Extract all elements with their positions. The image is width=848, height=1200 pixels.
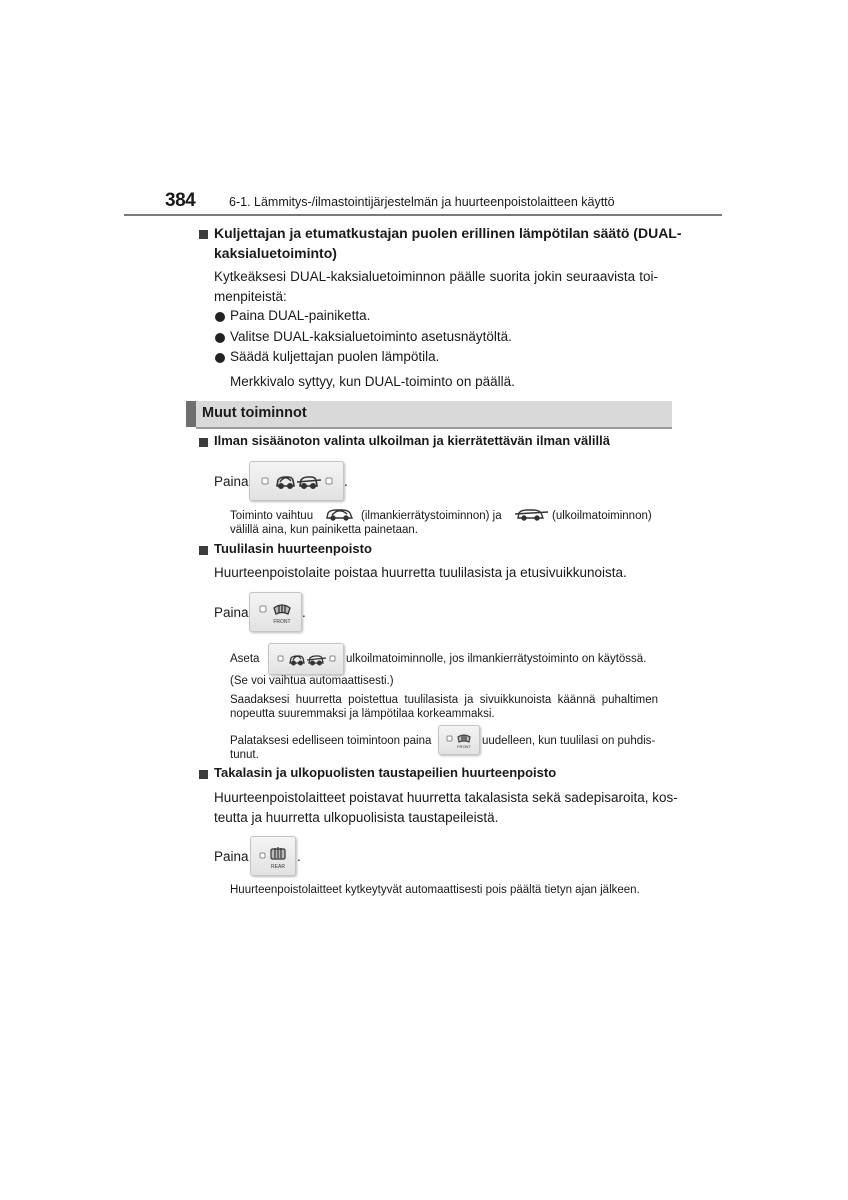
period: . — [344, 474, 348, 489]
windshield-set-b: ulkoilmatoiminnolle, jos ilmankierrätystoiminto on käytössä. — [346, 653, 647, 665]
windshield-text: Huurteenpoistolaite poistaa huurretta tuulilasista ja etusivuikkunoista. — [214, 565, 627, 580]
rear-defroster-icon — [271, 847, 285, 859]
dual-bullet-1: Paina DUAL-painiketta. — [230, 308, 371, 323]
intake-note-a: Toiminto vaihtuu — [230, 510, 314, 522]
dual-note: Merkkivalo syttyy, kun DUAL-toiminto on päällä. — [230, 374, 515, 389]
air-intake-button-small — [268, 643, 344, 675]
front-defroster-button — [249, 592, 302, 632]
recirculation-icon — [290, 656, 304, 665]
windshield-return-b: uudelleen, kun tuulilasi on puhdis- — [482, 735, 656, 747]
rear-press-label: Paina — [214, 849, 249, 864]
rear-text-line2: teutta ja huurretta ulkopuolisista taustapeileistä. — [214, 810, 499, 825]
section-title: Muut toiminnot — [202, 405, 307, 421]
outside-air-icon — [515, 506, 548, 522]
windshield-return-a: Palataksesi edelliseen toimintoon paina — [230, 735, 432, 747]
windshield-faster-line2: nopeutta suuremmaksi ja lämpötilaa korkeammaksi. — [230, 708, 495, 720]
page-number: 384 — [165, 190, 196, 211]
heading-bullet-square — [199, 438, 208, 447]
intake-press-label: Paina — [214, 474, 249, 489]
rear-text-line1: Huurteenpoistolaitteet poistavat huurretta takalasista sekä sadepisaroita, kos- — [214, 790, 678, 805]
indicator-light-icon — [260, 606, 266, 612]
front-defroster-button-small — [438, 725, 480, 755]
dual-bullet-3: Säädä kuljettajan puolen lämpötila. — [230, 349, 440, 364]
indicator-light-icon — [262, 478, 268, 484]
recirculation-icon — [324, 506, 357, 522]
front-label: FRONT — [273, 619, 291, 625]
windshield-auto: (Se voi vaihtua automaattisesti.) — [230, 675, 394, 687]
period: . — [297, 849, 301, 864]
bullet-dot — [215, 333, 225, 343]
windshield-set-a: Aseta — [230, 653, 260, 665]
dual-heading-line1: Kuljettajan ja etumatkustajan puolen erillinen lämpötilan säätö (DUAL- — [214, 225, 682, 241]
header-rule — [124, 214, 722, 216]
outside-air-icon — [307, 656, 326, 665]
heading-bullet-square — [199, 546, 208, 555]
rear-note: Huurteenpoistolaitteet kytkeytyvät automaattisesti pois päältä tietyn ajan jälkeen. — [230, 884, 640, 896]
intake-note-b: (ilmankierrätystoiminnon) ja — [361, 510, 502, 522]
windshield-heading: Tuulilasin huurteenpoisto — [214, 541, 372, 556]
dual-intro-line1: Kytkeäksesi DUAL-kaksialuetoiminnon päälle suorita jokin seuraavista toi- — [214, 269, 658, 284]
front-label: FRONT — [457, 744, 471, 749]
rear-label: REAR — [271, 864, 285, 870]
period: . — [302, 605, 306, 620]
heading-bullet-square — [199, 230, 208, 239]
section-title-bar — [186, 401, 672, 427]
indicator-light-icon — [260, 853, 265, 858]
intake-note-line2: välillä aina, kun painiketta painetaan. — [230, 524, 418, 536]
chapter-header: 6-1. Lämmitys-/ilmastointijärjestelmän ja huurteenpoistolaitteen käyttö — [229, 195, 615, 209]
bullet-dot — [215, 312, 225, 322]
indicator-light-icon — [278, 656, 283, 661]
dual-heading-line2: kaksialuetoiminto) — [214, 245, 337, 261]
dual-intro-line2: menpiteistä: — [214, 289, 287, 304]
intake-note-c: (ulkoilmatoiminnon) — [552, 510, 652, 522]
outside-air-icon — [297, 477, 321, 488]
indicator-light-icon — [326, 478, 332, 484]
heading-bullet-square — [199, 770, 208, 779]
rear-heading: Takalasin ja ulkopuolisten taustapeilien huurteenpoisto — [214, 765, 557, 780]
indicator-light-icon — [330, 656, 335, 661]
windshield-faster-line1: Saadaksesi huurretta poistettua tuulilasista ja sivuikkunoista käännä puhaltimen — [230, 694, 658, 706]
dual-bullet-2: Valitse DUAL-kaksialuetoiminto asetusnäytöltä. — [230, 329, 512, 344]
windshield-return-line2: tunut. — [230, 749, 259, 761]
indicator-light-icon — [447, 736, 452, 741]
bullet-dot — [215, 353, 225, 363]
rear-defroster-button — [250, 836, 296, 876]
intake-heading: Ilman sisäänoton valinta ulkoilman ja kierrätettävän ilman välillä — [214, 433, 610, 448]
windshield-press-label: Paina — [214, 605, 249, 620]
recirculation-icon — [277, 477, 294, 488]
front-defroster-icon — [274, 605, 290, 614]
front-defroster-icon — [458, 735, 470, 742]
air-intake-button — [249, 461, 344, 501]
